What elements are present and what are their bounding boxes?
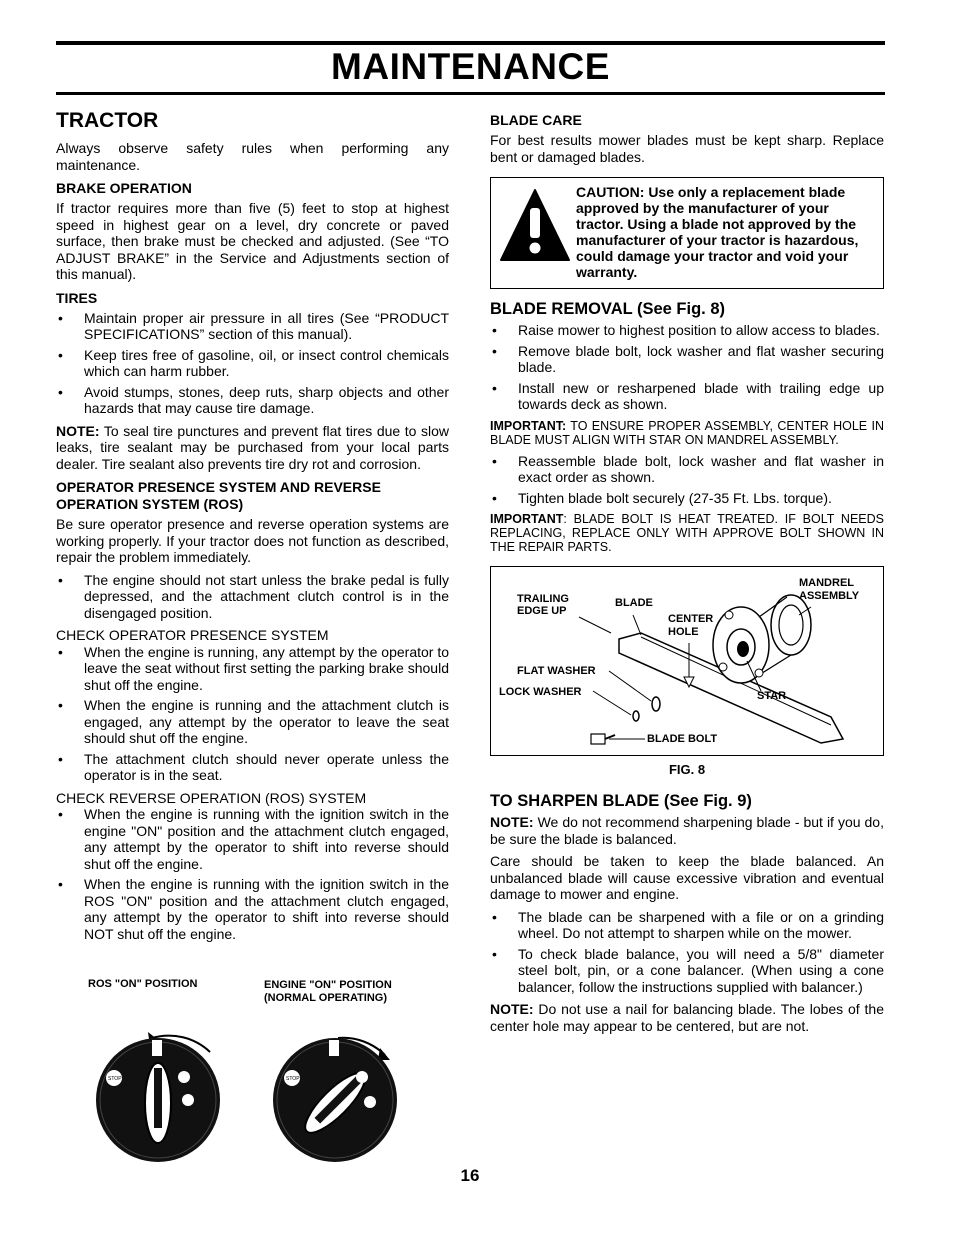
important-note-1	[490, 419, 884, 447]
ops-heading: OPERATOR PRESENCE SYSTEM AND REVERSE OPERATION SYSTEM (ROS)	[56, 479, 381, 512]
list-item: • Maintain proper air pressure in all tires (See “PRODUCT SPECIFICATIONS” section of this manual).	[56, 310, 449, 343]
important-text: : BLADE BOLT IS HEAT TREATED. IF BOLT NEEDS REPLACING, REPLACE ONLY WITH APPROVE BOLT SHOWN IN THE REPAIR PARTS.	[490, 512, 884, 554]
important-label: IMPORTANT:	[490, 418, 567, 433]
list-item: • When the engine is running with the ignition switch in the engine "ON" position and the attachment clutch engaged, any attempt by the operator to shift into reverse should shut off the engine.	[56, 806, 449, 872]
list-item: • To check blade balance, you will need a 5/8" diameter steel bolt, pin, or a cone balancer. (When using a cone balancer, follow the instructions supplied with balancer.)	[490, 946, 884, 996]
blade-care-text: For best results mower blades must be kept sharp. Replace bent or damaged blades.	[490, 132, 884, 165]
ros-heading: CHECK REVERSE OPERATION (ROS) SYSTEM	[56, 789, 367, 806]
blade-care-heading: BLADE CARE	[490, 112, 582, 128]
title-underline	[56, 92, 885, 95]
presence-list	[56, 644, 449, 784]
label-blade: BLADE	[615, 597, 653, 609]
ops-list	[56, 572, 449, 622]
sharpen-note-1	[490, 814, 884, 847]
page-title: MAINTENANCE	[331, 46, 610, 87]
caution-box	[490, 177, 884, 289]
page-number: 16	[460, 1166, 480, 1185]
list-item: • Reassemble blade bolt, lock washer and flat washer in exact order as shown.	[490, 453, 884, 486]
intro-text: Always observe safety rules when performing any maintenance.	[56, 140, 449, 173]
list-item: • When the engine is running with the ignition switch in the ROS "ON" position and the attachment clutch engaged, any attempt by the operator to shift into reverse should NOT shut off the engine.	[56, 876, 449, 942]
list-item: • Install new or resharpened blade with trailing edge up towards deck as shown.	[490, 380, 884, 413]
tires-note	[56, 423, 449, 473]
note-text: To seal tire punctures and prevent flat tires due to slow leaks, tire sealant may be purchased from your local parts dealer. Tire sealant also prevents tire dry rot and corrosion.	[56, 422, 449, 472]
tires-list	[56, 310, 449, 417]
list-item: • Keep tires free of gasoline, oil, or insect control chemicals which can harm rubber.	[56, 347, 449, 380]
ros-switch-icon	[96, 1032, 220, 1162]
label-trailing-line2: EDGE UP	[517, 605, 567, 617]
brake-text: If tractor requires more than five (5) feet to stop at highest speed in highest gear on a level, dry concrete or paved surface, then brake must be checked and adjusted. (See “TO ADJUST BRAKE” in the Service and Adjustments section of this manual).	[56, 200, 449, 282]
removal-list-2	[490, 453, 884, 507]
section-heading-tractor: TRACTOR	[56, 109, 159, 132]
label-lock-washer: LOCK WASHER	[499, 686, 582, 698]
tires-heading: TIRES	[56, 289, 98, 306]
engine-position-label-line1: ENGINE "ON" POSITION	[264, 979, 392, 991]
ros-position-label: ROS "ON" POSITION	[88, 978, 198, 990]
figure-caption: FIG. 8	[668, 762, 706, 777]
engine-position-label-line2: (NORMAL OPERATING)	[264, 992, 388, 1004]
list-item: • Raise mower to highest position to allow access to blades.	[490, 322, 884, 339]
label-blade-bolt: BLADE BOLT	[647, 733, 718, 745]
note-label: NOTE:	[56, 422, 100, 439]
note-text: We do not recommend sharpening blade - but if you do, be sure the blade is balanced.	[490, 814, 884, 847]
warning-icon	[499, 188, 571, 266]
list-item: • When the engine is running, any attempt by the operator to leave the seat without first setting the parking brake should shut off the engine.	[56, 644, 449, 694]
figure-8	[490, 566, 884, 756]
ros-list	[56, 806, 449, 942]
right-column	[490, 110, 884, 1040]
note-label: NOTE:	[490, 814, 534, 830]
label-trailing-line1: TRAILING	[517, 593, 569, 605]
removal-list	[490, 322, 884, 413]
sharpen-list	[490, 909, 884, 996]
list-item: • The attachment clutch should never operate unless the operator is in the seat.	[56, 751, 449, 784]
sharpen-text: Care should be taken to keep the blade balanced. An unbalanced blade will cause excessive vibration and eventual damage to mower and engine.	[490, 853, 884, 902]
label-center-line2: HOLE	[668, 626, 699, 638]
list-item: • The blade can be sharpened with a file or on a grinding wheel. Do not attempt to sharpen while on the mower.	[490, 909, 884, 942]
left-column	[56, 108, 449, 948]
important-text: TO ENSURE PROPER ASSEMBLY, CENTER HOLE IN BLADE MUST ALIGN WITH STAR ON MANDREL ASSEMBLY.	[490, 418, 884, 447]
list-item: • When the engine is running and the attachment clutch is engaged, any attempt by the operator to leave the seat should shut off the engine.	[56, 697, 449, 747]
label-center-line1: CENTER	[668, 613, 714, 625]
important-note-2	[490, 512, 884, 554]
label-mandrel-line1: MANDREL	[799, 577, 854, 589]
ops-text: Be sure operator presence and reverse operation systems are working properly. If your tractor does not function as described, repair the problem immediately.	[56, 516, 449, 565]
list-item: • The engine should not start unless the brake pedal is fully depressed, and the attachment clutch control is in the disengaged position.	[56, 572, 449, 622]
brake-heading: BRAKE OPERATION	[56, 180, 192, 196]
blade-removal-heading: BLADE REMOVAL (See Fig. 8)	[490, 300, 725, 318]
presence-heading: CHECK OPERATOR PRESENCE SYSTEM	[56, 627, 329, 643]
important-label: IMPORTANT	[490, 512, 564, 526]
label-flat-washer: FLAT WASHER	[517, 665, 596, 677]
note-label: NOTE:	[490, 1001, 534, 1017]
list-item: • Remove blade bolt, lock washer and flat washer securing blade.	[490, 343, 884, 376]
engine-switch-icon	[273, 1038, 397, 1162]
sharpen-note-2	[490, 1001, 884, 1034]
list-item: • Tighten blade bolt securely (27-35 Ft. Lbs. torque).	[490, 490, 884, 507]
label-mandrel-line2: ASSEMBLY	[799, 590, 860, 602]
label-star: STAR	[757, 690, 787, 702]
ignition-switch-illustration	[80, 1020, 420, 1165]
list-item: • Avoid stumps, stones, deep ruts, sharp objects and other hazards that may cause tire damage.	[56, 384, 449, 417]
sharpen-heading: TO SHARPEN BLADE (See Fig. 9)	[490, 792, 752, 810]
note-text: Do not use a nail for balancing blade. The lobes of the center hole may appear to be centered, but are not.	[490, 1001, 884, 1034]
stop-marker: STOP	[286, 1076, 300, 1082]
caution-text: CAUTION: Use only a replacement blade approved by the manufacturer of your tractor. Using a blade not approved by the manufacturer of your tractor is hazardous, could damage your tractor and void your warranty.	[576, 184, 859, 280]
stop-marker: STOP	[108, 1076, 122, 1082]
